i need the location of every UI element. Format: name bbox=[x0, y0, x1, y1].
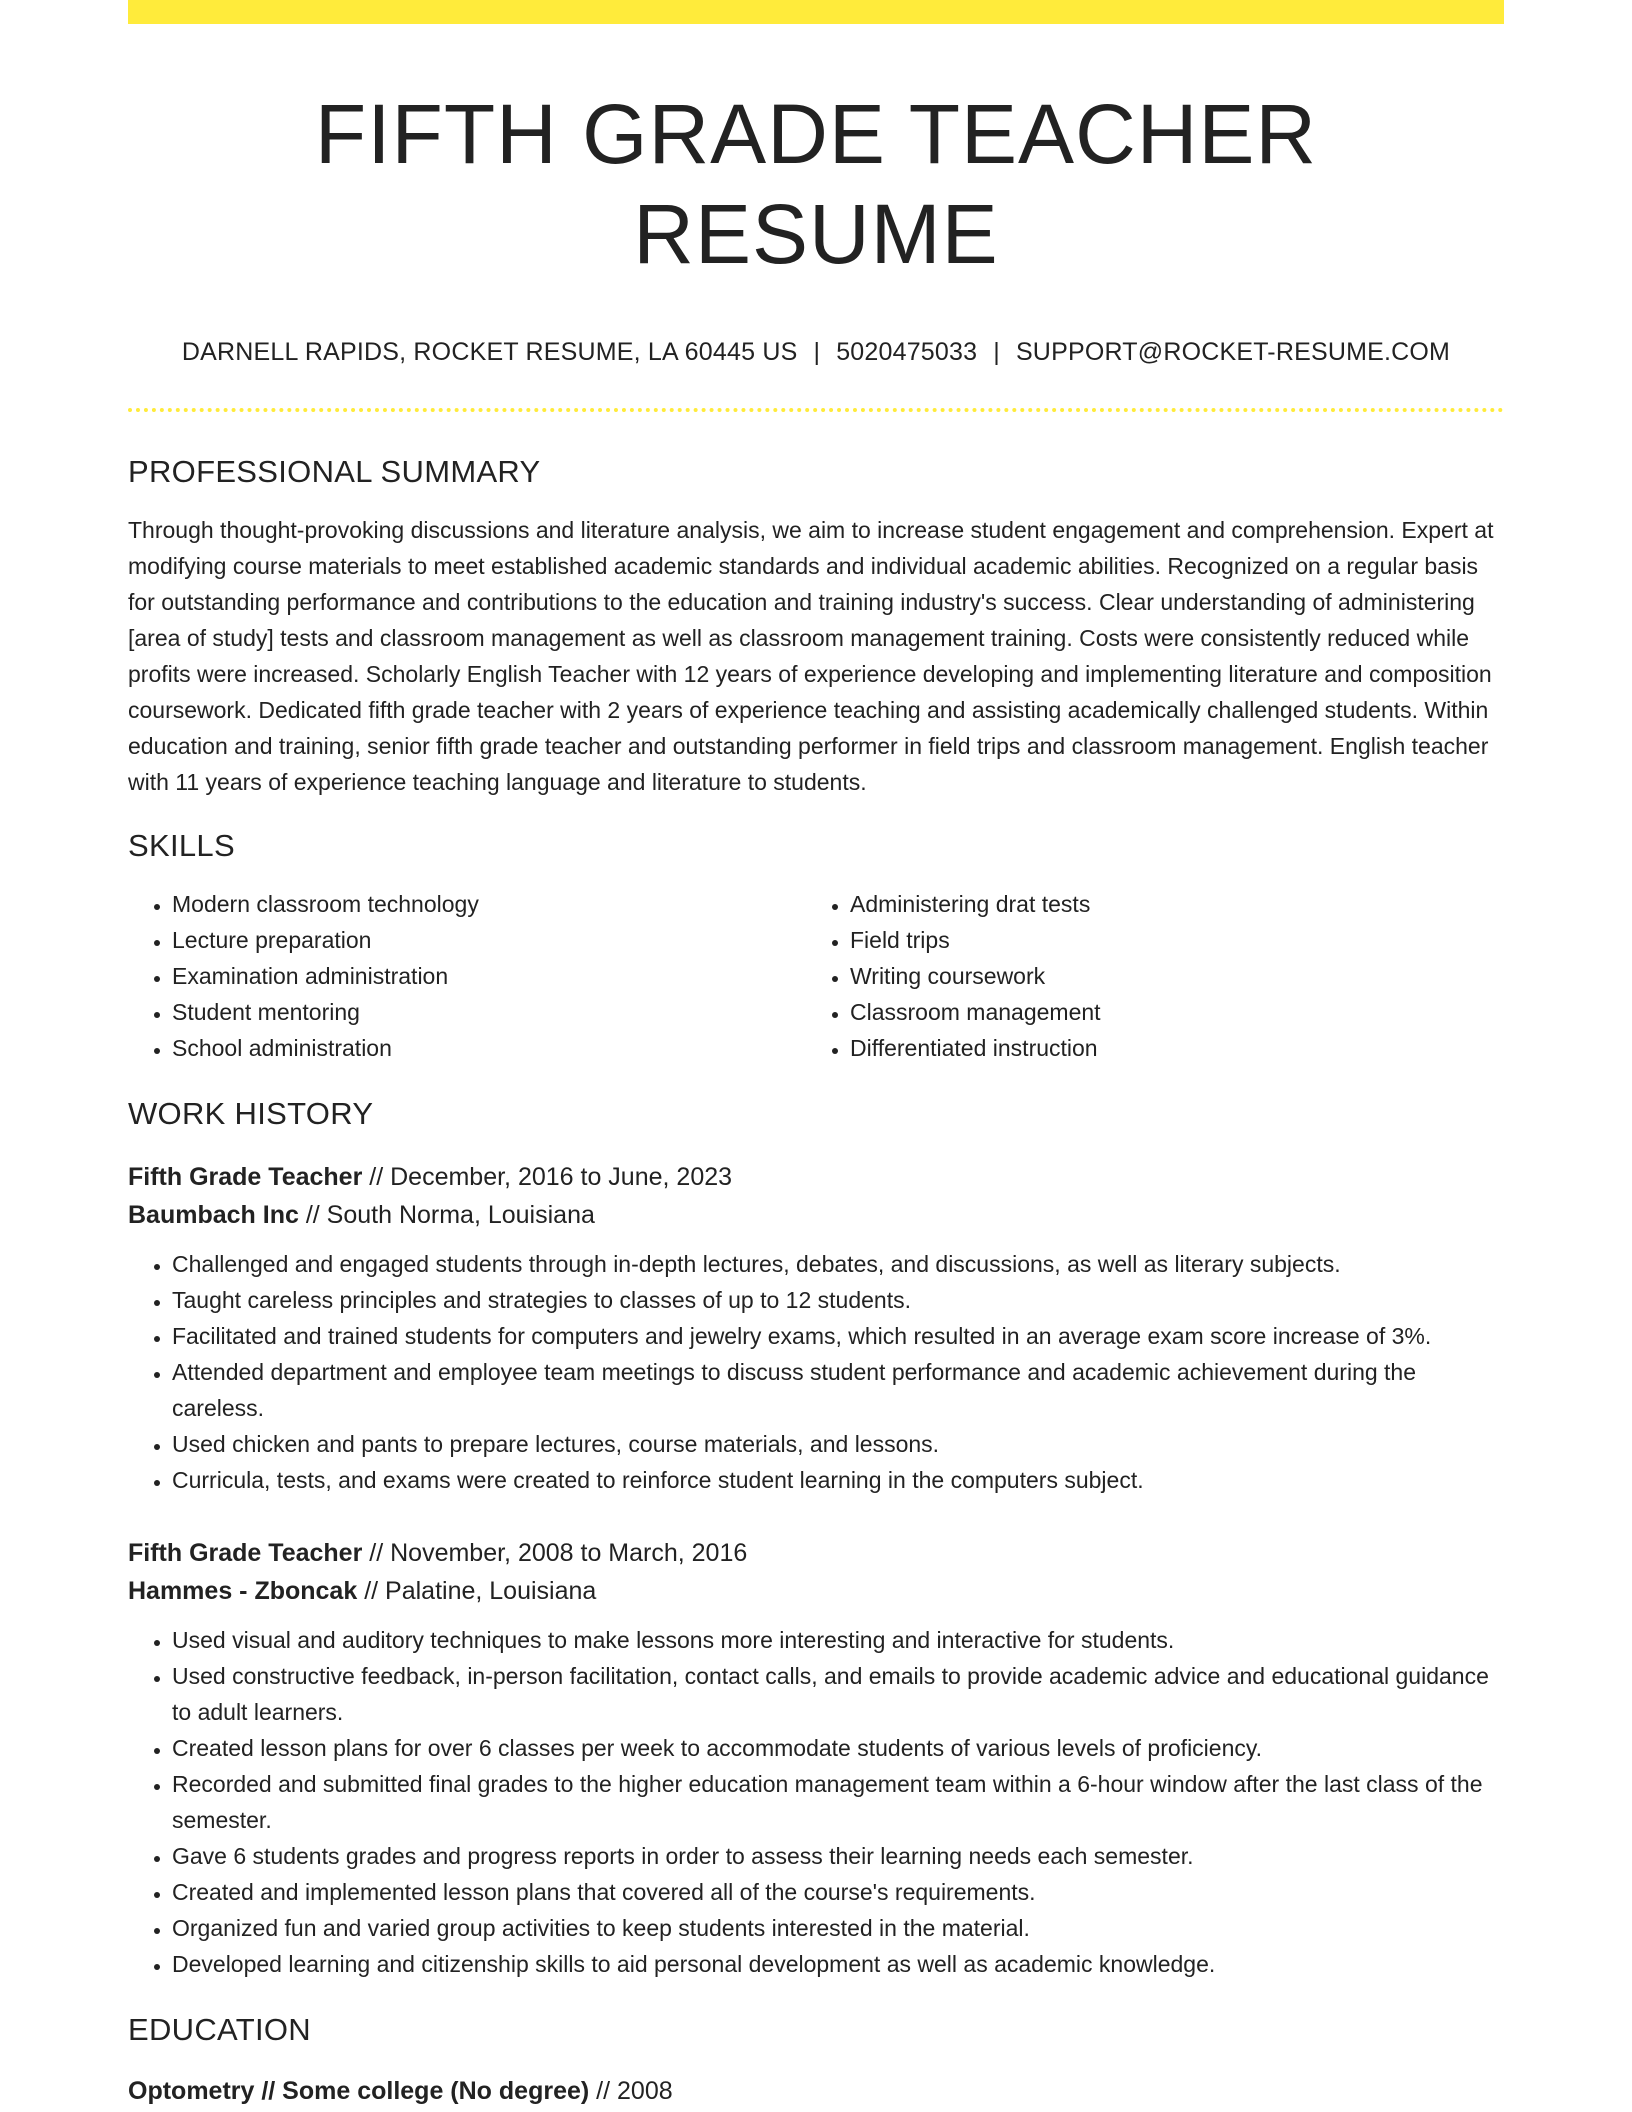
job-bullet: • Attended department and employee team meetings to discuss student performance and academic achievement during the careless. bbox=[172, 1354, 1504, 1426]
skills-heading: SKILLS bbox=[128, 828, 235, 863]
contact-phone: 5020475033 bbox=[836, 338, 978, 366]
job-bullets bbox=[128, 1246, 1504, 1498]
job-company: Baumbach Inc bbox=[128, 1201, 299, 1229]
job-bullet: • Organized fun and varied group activities to keep students interested in the material. bbox=[172, 1910, 1504, 1946]
header-divider bbox=[128, 408, 1504, 412]
job-bullets bbox=[128, 1622, 1504, 1982]
job-bullet: • Used visual and auditory techniques to make lessons more interesting and interactive for students. bbox=[172, 1622, 1504, 1658]
skill-item: • Field trips bbox=[850, 922, 1484, 958]
contact-address: DARNELL RAPIDS, ROCKET RESUME, LA 60445 US bbox=[181, 338, 798, 366]
skill-item: • School administration bbox=[172, 1030, 806, 1066]
skill-item: • Administering drat tests bbox=[850, 886, 1484, 922]
job-dates: // December, 2016 to June, 2023 bbox=[369, 1163, 733, 1191]
education-heading: EDUCATION bbox=[128, 2012, 311, 2047]
skill-item: • Examination administration bbox=[172, 958, 806, 994]
job-bullet: • Facilitated and trained students for computers and jewelry exams, which resulted in an average exam score increase of 3%. bbox=[172, 1318, 1504, 1354]
job-bullet: • Challenged and engaged students through in-depth lectures, debates, and discussions, as well as literary subjects. bbox=[172, 1246, 1504, 1282]
job-title: Fifth Grade Teacher bbox=[128, 1163, 363, 1191]
education-entry bbox=[128, 2072, 1504, 2110]
skill-item: • Classroom management bbox=[850, 994, 1484, 1030]
skills-grid bbox=[128, 886, 1504, 1066]
job-company-line bbox=[128, 1572, 1504, 1610]
job-title-line bbox=[128, 1158, 1504, 1196]
job-bullet: • Taught careless principles and strategies to classes of up to 12 students. bbox=[172, 1282, 1504, 1318]
job-bullet: • Used chicken and pants to prepare lectures, course materials, and lessons. bbox=[172, 1426, 1504, 1462]
job-company: Hammes - Zboncak bbox=[128, 1577, 358, 1605]
job-title: Fifth Grade Teacher bbox=[128, 1539, 363, 1567]
skill-item: • Student mentoring bbox=[172, 994, 806, 1030]
work-history-heading: WORK HISTORY bbox=[128, 1096, 374, 1131]
job-company-line bbox=[128, 1196, 1504, 1234]
summary-text: Through thought-provoking discussions and literature analysis, we aim to increase student engagement and comprehension. Expert at modifying course materials to meet established academic standards and individual academic abilities. Recognized on a regular basis for outstanding performance and contributions to the education and training industry's success. Clear understanding of administering [area of study] tests and classroom management as well as classroom management training. Costs were consistently reduced while profits were increased. Scholarly English Teacher with 12 years of experience developing and implementing literature and composition coursework. Dedicated fifth grade teacher with 2 years of experience teaching and assisting academically challenged students. Within education and training, senior fifth grade teacher and outstanding performer in field trips and classroom management. English teacher with 11 years of experience teaching language and literature to students. bbox=[128, 517, 1494, 795]
job-location: // Palatine, Louisiana bbox=[364, 1577, 597, 1605]
skill-item: • Writing coursework bbox=[850, 958, 1484, 994]
job-bullet: • Created and implemented lesson plans that covered all of the course's requirements. bbox=[172, 1874, 1504, 1910]
skill-item: • Differentiated instruction bbox=[850, 1030, 1484, 1066]
contact-email: SUPPORT@ROCKET-RESUME.COM bbox=[1015, 338, 1451, 366]
job-bullet: • Created lesson plans for over 6 classes per week to accommodate students of various levels of proficiency. bbox=[172, 1730, 1504, 1766]
education-year: // 2008 bbox=[596, 2077, 673, 2105]
contact-separator: | bbox=[993, 338, 1000, 366]
job-bullet: • Recorded and submitted final grades to the higher education management team within a 6-hour window after the last class of the semester. bbox=[172, 1766, 1504, 1838]
skills-column-right bbox=[806, 886, 1484, 1066]
resume-content bbox=[128, 24, 1504, 2110]
job-bullet: • Gave 6 students grades and progress reports in order to assess their learning needs each semester. bbox=[172, 1838, 1504, 1874]
contact-separator: | bbox=[813, 338, 821, 366]
resume-title: FIFTH GRADE TEACHER RESUME bbox=[314, 87, 1318, 281]
summary-heading: PROFESSIONAL SUMMARY bbox=[128, 454, 541, 489]
job-bullet: • Curricula, tests, and exams were created to reinforce student learning in the computers subject. bbox=[172, 1462, 1504, 1498]
education-degree: Optometry // Some college (No degree) bbox=[128, 2077, 590, 2105]
job-title-line bbox=[128, 1534, 1504, 1572]
skill-item: • Modern classroom technology bbox=[172, 886, 806, 922]
skills-column-left bbox=[128, 886, 806, 1066]
skill-item: • Lecture preparation bbox=[172, 922, 806, 958]
job-bullet: • Developed learning and citizenship skills to aid personal development as well as academic knowledge. bbox=[172, 1946, 1504, 1982]
job-location: // South Norma, Louisiana bbox=[305, 1201, 595, 1229]
job-dates: // November, 2008 to March, 2016 bbox=[369, 1539, 748, 1567]
accent-top-bar bbox=[128, 0, 1504, 24]
contact-line bbox=[128, 336, 1504, 368]
job-bullet: • Used constructive feedback, in-person facilitation, contact calls, and emails to provide academic advice and educational guidance to adult learners. bbox=[172, 1658, 1504, 1730]
job-entry bbox=[128, 1534, 1504, 1982]
job-entry bbox=[128, 1158, 1504, 1498]
